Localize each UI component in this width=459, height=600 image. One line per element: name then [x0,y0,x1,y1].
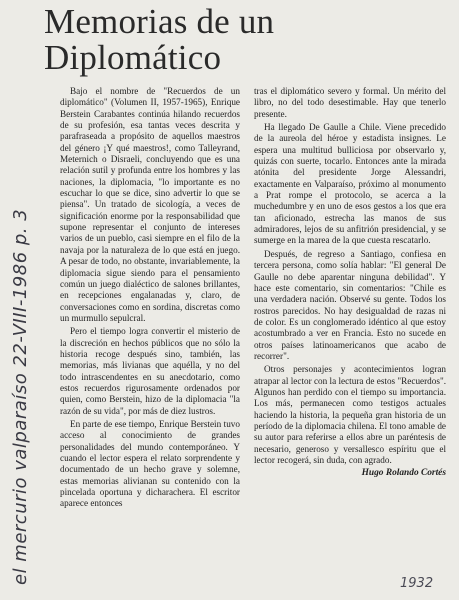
page-number: 1932 [400,576,434,591]
paragraph: Pero el tiempo logra convertir el misterio de la discreción en hechos públicos que no sólo la historia recoge después sino, también, las memorias, más livianas que aquélla, y no del todo intrascendentes en su anecdotario, como estos recuerdos rigurosamente ordenados por quien, como Berstein, hizo de la diplomacia "la razón de su vida", por más de diez lustros. [60,326,240,416]
handwritten-margin-note: el mercurio valparaíso 22-VIII-1986 p. 3 [10,208,31,585]
paragraph: En parte de ese tiempo, Enrique Berstein tuvo acceso al conocimiento de grandes personalidades del mundo contemporáneo. Y cuando el lector espera el relato sorprendente y documentado de un hecho grave y solemne, estas memorias alivianan su contenido con la pincelada oportuna y dicharachera. El escritor aparece entonces [60,418,240,509]
paragraph: Bajo el nombre de "Recuerdos de un diplomático" (Volumen II, 1957-1965), Enrique Berstein Carabantes continúa hilando recuerdos de su profesión, esa tantas veces descrita y parafraseada a propósito de aquellos maestros del género ¡Y qué maestros!, como Talleyrand, Meternich o Disraeli, concluyendo que es una relación sutil y profunda entre los hombres y las naciones, la diplomacia, "lo importante es no escuchar lo que se dice, sino advertir lo que se piensa". Un tratado de sicología, a veces de significación enorme por la responsabilidad que supone representar el conjunto de intereses varios de un pueblo, casi siempre en el filo de la navaja por la naturaleza de lo que está en juego. A pesar de todo, no obstante, invariablemente, la diplomacia sigue siendo para el pensamiento común un juego dialéctico de salones brillantes, en recepciones engalanadas y, claro, de conversaciones como en sordina, discretas como un murmullo sepulcral. [60,86,240,323]
paragraph: Otros personajes y acontecimientos logran atrapar al lector con la lectura de estos "Recuerdos". Algunos han perdido con el tiempo su importancia. Los más, permanecen como testigos actuales haciendo la historia, la pequeña gran historia de un período de la diplomacia chilena. El tono amable de su autor para referirse a ellos abre un paréntesis de necesario, generoso y versallesco espíritu que el lector recogerá, sin duda, con agrado. [254,364,446,465]
paragraph: Ha llegado De Gaulle a Chile. Viene precedido de la aureola del héroe y estadista insignes. Le espera una multitud bulliciosa por observarlo y, quizás con suerte, tocarlo. Entonces ante la mirada atónita del presidente Jorge Alessandri, exactamente en Valparaíso, próximo al monumento a Prat rompe el protocolo, se acerca a la muchedumbre y en uno de esos gestos a los que era tan aficionado, estrecha las manos de sus admiradores, lejos de su anfitrión presidencial, y se sumerge en la marea de la que cuesta rescatarlo. [254,122,446,246]
paragraph: tras el diplomático severo y formal. Un mérito del libro, no del todo desestimable. Hay que tenerlo presente. [254,86,446,119]
author-signature: Hugo Rolando Cortés [361,468,446,479]
article-column-right [254,86,446,482]
article-title: Memorias de un Diplomático [44,2,275,77]
paragraph: Después, de regreso a Santiago, confiesa en tercera persona, como solía hablar: "El general De Gaulle no debe aparentar ninguna debilidad". Y hace este comentario, sin comentarios: "Chile es una verdadera nación. Observé su gente. Todos los rostros parecidos. No hay desigualdad de razas ni de color. Es un conglomerado idéntico al que estoy acostumbrado a ver en Francia. Esto no sucede en otros países latinoamericanos que acabo de recorrer". [254,248,446,361]
article-column-left [60,86,240,512]
